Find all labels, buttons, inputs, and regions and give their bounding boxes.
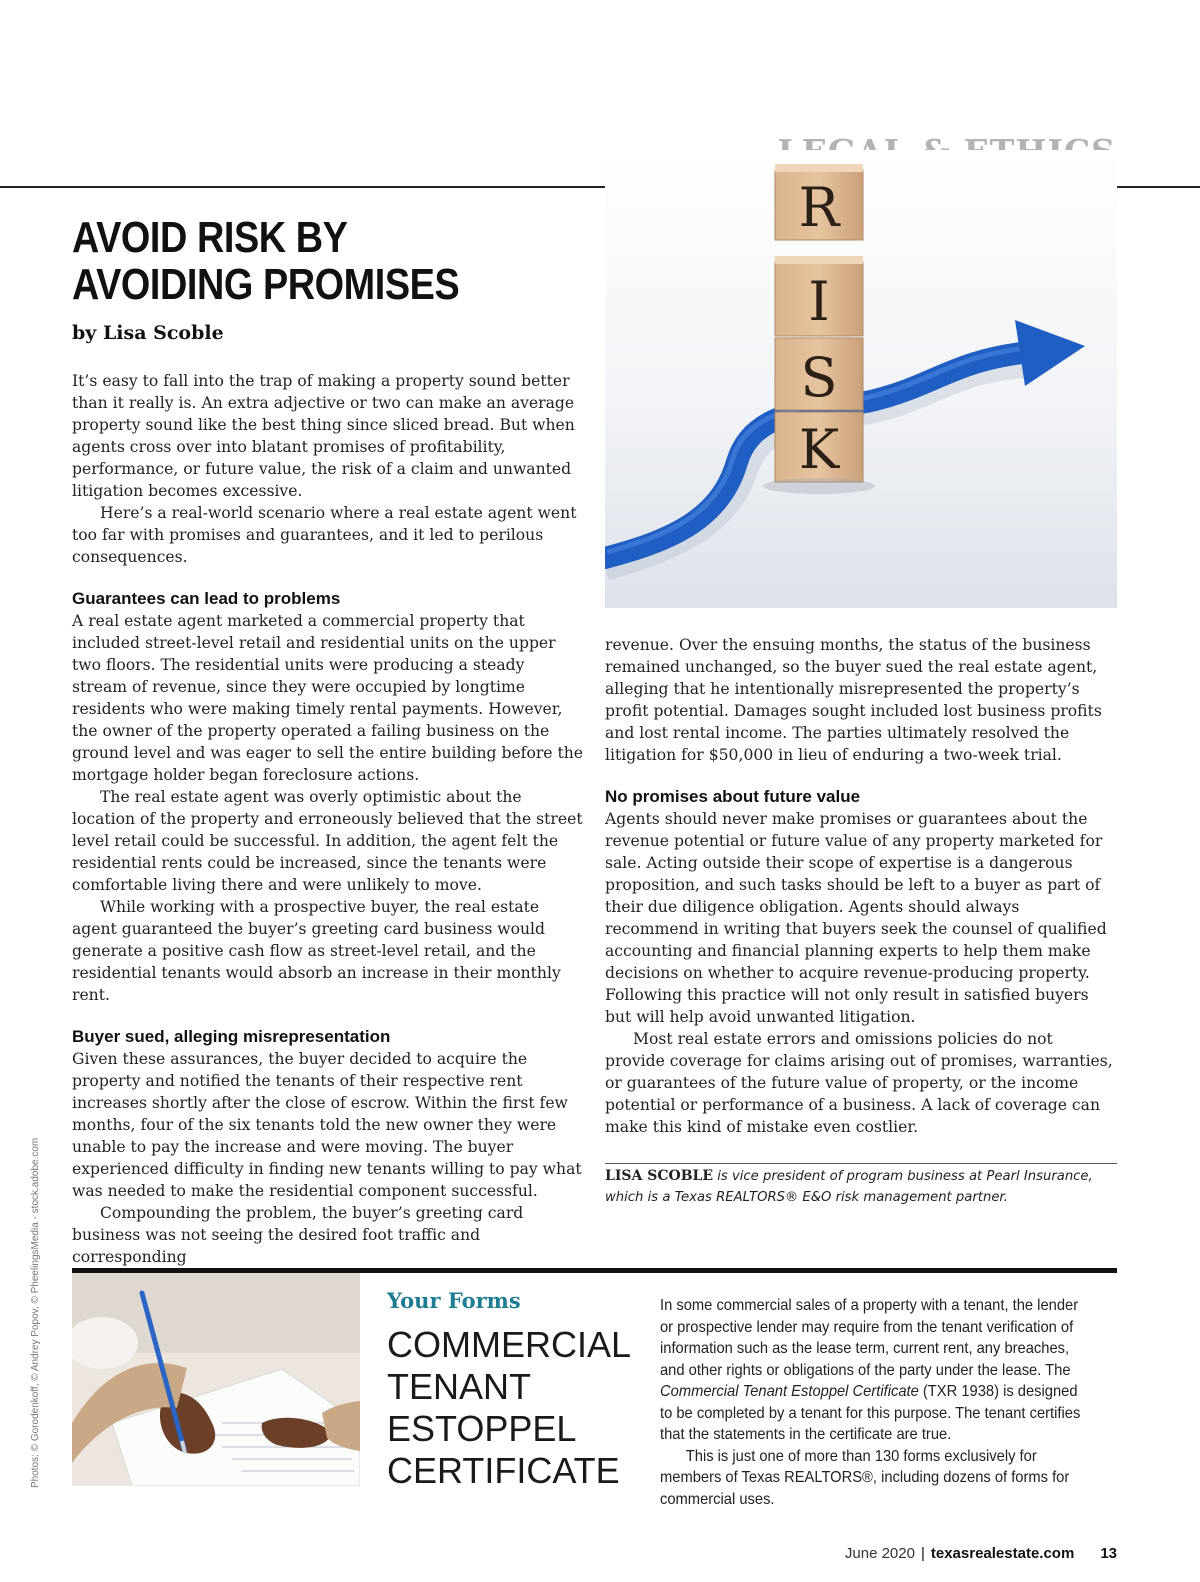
article-headline	[72, 214, 502, 308]
footer-site-link[interactable]: texasrealestate.com	[930, 1545, 1075, 1562]
intro-paragraph-1: It’s easy to fall into the trap of making a property sound better than it really is. An extra adjective or two can make an average property sound like the best thing since sliced bread. But when agents cross over into blatant promises of profitability, performance, or future value, the risk of a claim and unwanted litigation becomes excessive.	[72, 372, 575, 500]
article-column-right	[605, 634, 1117, 1138]
page-footer	[845, 1545, 1117, 1562]
page-number: 13	[1100, 1545, 1117, 1562]
block-i	[775, 256, 863, 336]
forms-title-line-2: TENANT	[387, 1366, 531, 1407]
bio-author-name: LISA SCOBLE	[605, 1168, 714, 1184]
bio-line-1: is vice president of program business at Pearl Insurance,	[713, 1169, 1093, 1184]
block-letter-r: R	[798, 176, 840, 239]
forms-paragraph-2: This is just one of more than 130 forms exclusively for members of Texas REALTORS®, including dozens of forms for commercial uses.	[660, 1447, 1070, 1508]
footer-date: June 2020	[844, 1545, 915, 1562]
section1-paragraph-1: A real estate agent marketed a commercial property that included street-level retail and residential units on the upper two floors. The residential units were producing a steady stream of revenue, since they were occupied by longtime residents who were making timely rental payments. However, the owner of the property operated a failing business on the ground level and was eager to sell the entire building before the mortgage holder began foreclosure actions.	[72, 612, 584, 784]
form-name-link[interactable]: Commercial Tenant Estoppel Certificate	[660, 1383, 919, 1400]
forms-label: Your Forms	[387, 1288, 521, 1313]
block-shadow	[763, 478, 875, 494]
article-column-left	[72, 370, 584, 1268]
section2-paragraph-2-continued: revenue. Over the ensuing months, the status of the business remained unchanged, so the buyer sued the real estate agent, alleging that he intentionally misrepresented the property’s profit potential. Damages sought included lost business profits and lost rental income. The parties ultimately resolved the litigation for $50,000 in lieu of enduring a two-week trial.	[605, 636, 1102, 764]
signing-document-photo	[72, 1273, 360, 1486]
block-letter-i: I	[808, 270, 830, 333]
section1-paragraph-3: While working with a prospective buyer, the real estate agent guaranteed the buyer’s greeting card business would generate a positive cash flow as street-level retail, and the residential tenants would absorb an increase in their monthly rent.	[72, 898, 561, 1004]
footer-separator: |	[920, 1545, 925, 1562]
headline-line-2: AVOIDING PROMISES	[72, 260, 460, 309]
section1-paragraph-2: The real estate agent was overly optimistic about the location of the property and erroneously believed that the street level retail could be successful. In addition, the agent felt the residential rents could be increased, since the tenants were comfortable living there and were unlikely to move.	[72, 788, 583, 894]
forms-description	[660, 1295, 1092, 1510]
subheading-no-promises: No promises about future value	[605, 787, 861, 806]
forms-title-line-1: COMMERCIAL	[387, 1324, 632, 1365]
forms-text-b: (TXR 1938) is designed to be completed by a tenant for this purpose. The tenant certifies that the statements in the certificate are true.	[660, 1383, 1081, 1443]
section3-paragraph-2: Most real estate errors and omissions policies do not provide coverage for claims arising out of promises, warranties, or guarantees of the future value of property, or the income potential or performance of a business. A lack of coverage can make this kind of mistake even costlier.	[605, 1030, 1113, 1136]
forms-title-line-3: ESTOPPEL	[387, 1408, 577, 1449]
author-bio	[605, 1166, 1117, 1208]
section2-paragraph-2: Compounding the problem, the buyer’s greeting card business was not seeing the desired foot traffic and corresponding	[72, 1204, 524, 1266]
section2-paragraph-1: Given these assurances, the buyer decided to acquire the property and notified the tenants of their respective rent increases shortly after the close of escrow. Within the first few months, four of the six tenants told the new owner they were unable to pay the increase and were moving. The buyer experienced difficulty in finding new tenants willing to pay what was needed to make the residential component successful.	[72, 1050, 582, 1200]
byline: by Lisa Scoble	[72, 322, 224, 344]
forms-title-line-4: CERTIFICATE	[387, 1450, 620, 1491]
risk-blocks-photo	[605, 150, 1117, 608]
block-letter-s: S	[800, 346, 838, 409]
subheading-buyer-sued: Buyer sued, alleging misrepresentation	[72, 1027, 391, 1046]
block-r	[775, 164, 863, 240]
photo-credit: Photos: © Gorodenkoff, © Andrey Popov, © PheelingsMedia - stock.adobe.com	[30, 1137, 41, 1488]
subheading-guarantees: Guarantees can lead to problems	[72, 589, 341, 608]
intro-paragraph-2: Here’s a real-world scenario where a real estate agent went too far with promises and guarantees, and it led to perilous consequences.	[72, 504, 577, 566]
headline-line-1: AVOID RISK BY	[72, 213, 348, 262]
section3-paragraph-1: Agents should never make promises or guarantees about the revenue potential or future value of any property marketed for sale. Acting outside their scope of expertise is a dangerous proposition, and such tasks should be left to a buyer as part of their due diligence obligation. Agents should always recommend in writing that buyers seek the counsel of qualified accounting and financial planning experts to help them make decisions on whether to acquire revenue-producing property. Following this practice will not only result in satisfied buyers but will help avoid unwanted litigation.	[605, 810, 1107, 1026]
bio-rule	[605, 1163, 1117, 1164]
forms-text-a: In some commercial sales of a property with a tenant, the lender or prospective lender may require from the tenant verification of information such as the lease term, current rent, any breaches, and other rights or obligations of the party under the lease. The	[660, 1297, 1079, 1379]
forms-paragraph-1	[660, 1295, 1092, 1446]
block-s	[775, 338, 863, 410]
forms-title	[387, 1324, 647, 1492]
block-k	[775, 412, 863, 482]
block-letter-k: K	[798, 418, 840, 481]
bio-line-2: which is a Texas REALTORS® E&O risk management partner.	[605, 1190, 1008, 1205]
